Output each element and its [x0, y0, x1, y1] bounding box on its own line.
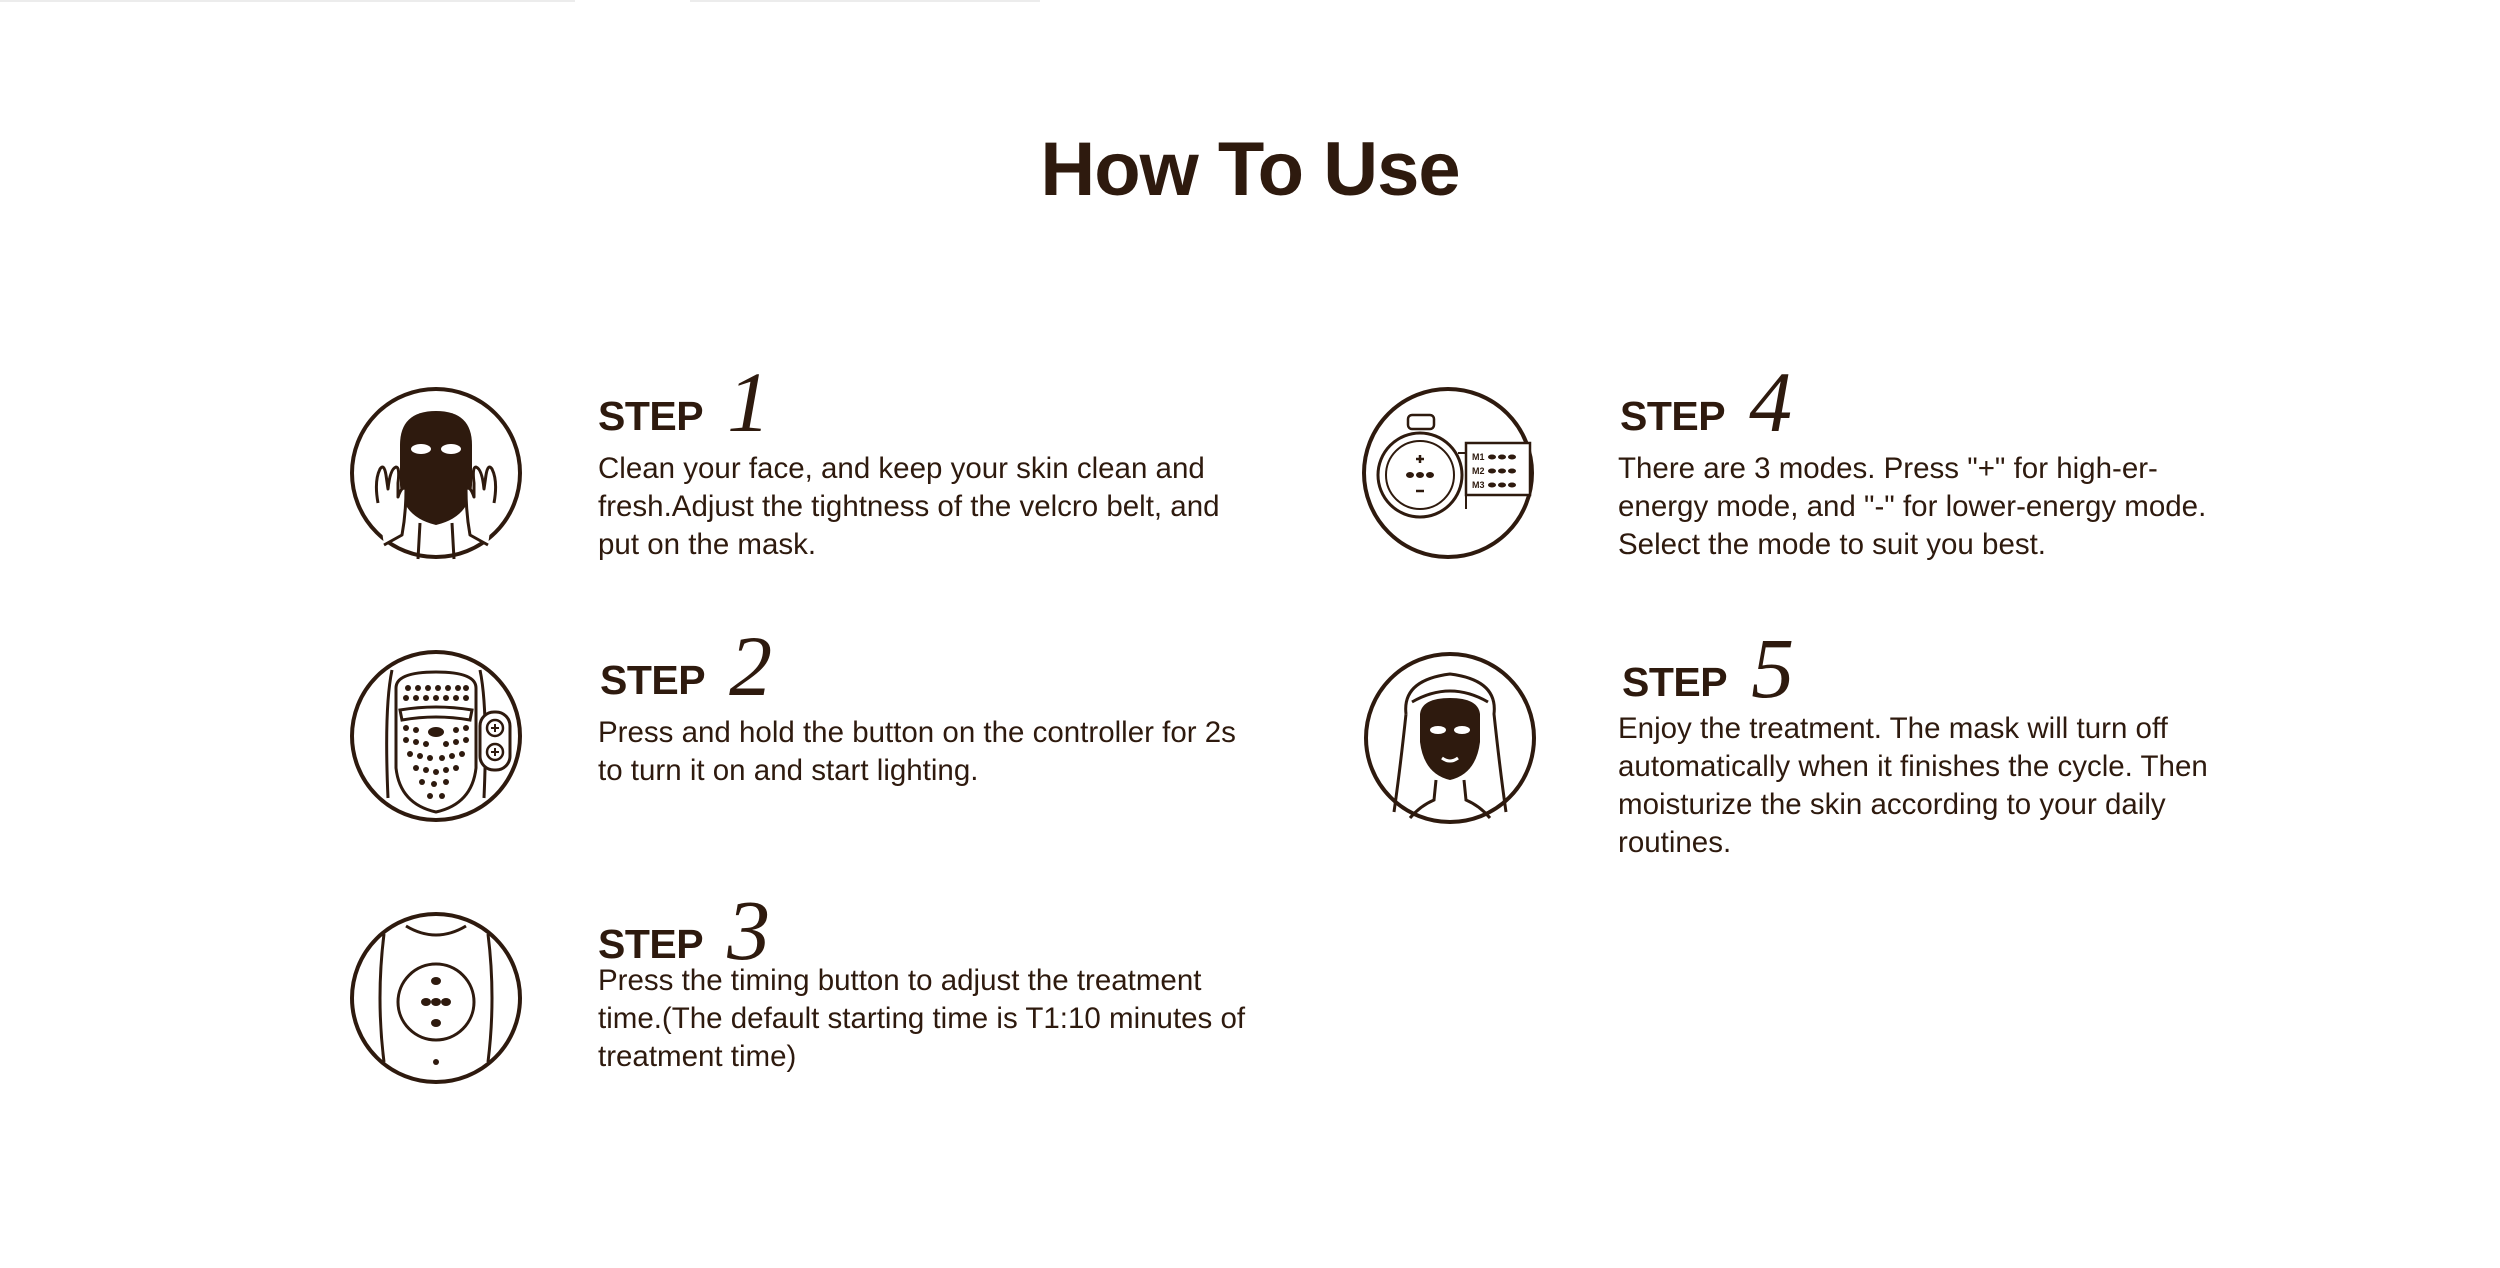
step-heading: [600, 618, 773, 714]
step-description: Enjoy the treatment. The mask will turn off automatically when it finishes the cycle. Then moisturize the skin according to your daily routines.: [1618, 712, 2208, 859]
top-edge-marks: [0, 0, 1040, 2]
mode-label: M1: [1472, 452, 1485, 462]
mode-selector-icon: [1360, 385, 1536, 561]
timing-button-icon: [348, 910, 524, 1086]
top-edge-mark: [0, 0, 575, 2]
step-heading: [1620, 354, 1793, 450]
step-description: Press and hold the button on the controller for 2s to turn it on and start lighting.: [598, 716, 1236, 787]
step-number: 5: [1751, 620, 1795, 716]
step-label: STEP: [598, 920, 704, 967]
mode-label: M2: [1472, 466, 1485, 476]
page-title: How To Use: [1040, 127, 1460, 212]
led-mask-controller-icon: [348, 648, 524, 824]
face-cleansing-icon: [348, 385, 524, 561]
step-number: 2: [729, 618, 773, 714]
step-label: STEP: [1620, 392, 1726, 439]
step-description: Clean your face, and keep your skin clean and fresh.Adjust the tightness of the velcro belt, and put on the mask.: [598, 452, 1220, 561]
top-edge-mark: [690, 0, 1040, 2]
mask-treatment-icon: [1362, 650, 1538, 826]
mode-label: M3: [1472, 480, 1485, 490]
step-heading: [598, 882, 771, 978]
step-description: Press the timing button to adjust the treatment time.(The default starting time is T1:10 minutes of treatment time): [598, 964, 1246, 1073]
step-label: STEP: [598, 392, 704, 439]
step-number: 1: [727, 354, 771, 450]
step-heading: [1622, 620, 1795, 716]
step-label: STEP: [600, 656, 706, 703]
step-number: 4: [1749, 354, 1793, 450]
step-description: There are 3 modes. Press "+" for high-er-energy mode, and "-" for lower-energy mode. Select the mode to suit you best.: [1618, 452, 2207, 561]
step-label: STEP: [1622, 658, 1728, 705]
step-heading: [598, 354, 771, 450]
step-number: 3: [727, 882, 771, 978]
